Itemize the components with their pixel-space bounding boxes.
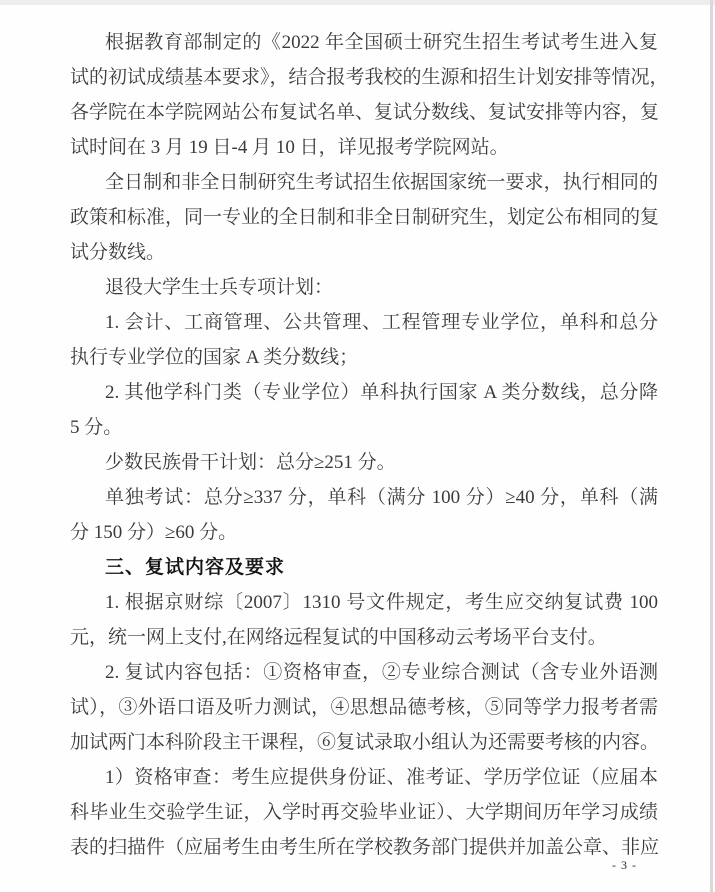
text-line: 1. 会计、工商管理、公共管理、工程管理专业学位，单科和总分 xyxy=(105,312,658,333)
text-line: 试分数线。 xyxy=(70,242,166,263)
text-line: 试），③外语口语及听力测试，④思想品德考核，⑤同等学力报考者需 xyxy=(70,697,658,718)
section-heading: 三、复试内容及要求 xyxy=(105,557,286,578)
text-line: 政策和标准，同一专业的全日制和非全日制研究生，划定公布相同的复 xyxy=(70,207,660,228)
text-line: 2. 复试内容包括：①资格审查，②专业综合测试（含专业外语测 xyxy=(105,662,658,683)
text-line: 表的扫描件（应届考生由考生所在学校教务部门提供并加盖公章、非应 xyxy=(70,837,660,858)
text-line: 分 150 分）≥60 分。 xyxy=(70,522,238,543)
page-right-edge-line xyxy=(710,0,713,892)
text-line: 执行专业学位的国家 A 类分数线； xyxy=(70,347,359,368)
text-line: 根据教育部制定的《2022 年全国硕士研究生招生考试考生进入复 xyxy=(105,32,658,53)
text-line: 退役大学生士兵专项计划： xyxy=(105,277,334,298)
text-line: 2. 其他学科门类（专业学位）单科执行国家 A 类分数线，总分降 xyxy=(105,382,658,403)
text-line: 5 分。 xyxy=(70,417,123,438)
text-line: 试时间在 3 月 19 日-4 月 10 日，详见报考学院网站。 xyxy=(70,137,509,158)
text-line: 各学院在本学院网站公布复试名单、复试分数线、复试安排等内容，复 xyxy=(70,102,660,123)
page-number-label: - 3 - xyxy=(612,858,637,872)
page-top-edge xyxy=(0,0,715,5)
text-line: 1. 根据京财综〔2007〕1310 号文件规定，考生应交纳复试费 100 xyxy=(105,592,658,613)
text-line: 单独考试：总分≥337 分，单科（满分 100 分）≥40 分，单科（满 xyxy=(105,487,658,508)
text-line: 试的初试成绩基本要求》，结合报考我校的生源和招生计划安排等情况， xyxy=(70,67,669,88)
text-line: 1）资格审查：考生应提供身份证、准考证、学历学位证（应届本 xyxy=(105,767,658,788)
text-line: 科毕业生交验学生证，入学时再交验毕业证）、大学期间历年学习成绩 xyxy=(70,802,658,823)
text-line: 加试两门本科阶段主干课程，⑥复试录取小组认为还需要考核的内容。 xyxy=(70,732,660,753)
document-body xyxy=(70,25,669,865)
text-line: 少数民族骨干计划：总分≥251 分。 xyxy=(105,452,396,473)
text-line: 元，统一网上支付,在网络远程复试的中国移动云考场平台支付。 xyxy=(70,627,607,648)
text-line: 全日制和非全日制研究生考试招生依据国家统一要求，执行相同的 xyxy=(105,172,658,193)
